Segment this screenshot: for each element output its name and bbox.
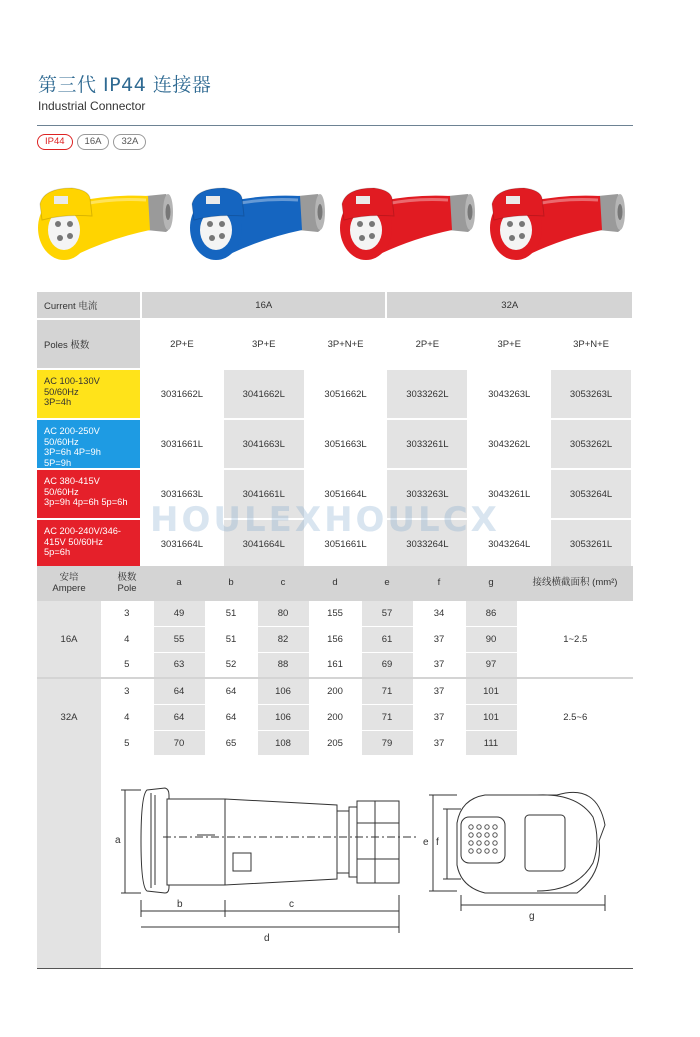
dim-value-a: 55 <box>153 626 205 652</box>
dim-header-a: a <box>153 566 205 600</box>
dim-value-a: 70 <box>153 730 205 756</box>
dim-value-d: 155 <box>309 600 361 626</box>
dim-value-a: 64 <box>153 678 205 704</box>
product-code: 3033262L <box>386 369 468 419</box>
dim-value-g: 86 <box>465 600 517 626</box>
product-code: 3053263L <box>550 369 632 419</box>
product-code: 3051663L <box>305 419 387 469</box>
dim-value-f: 34 <box>413 600 465 626</box>
voltage-spec <box>37 519 141 569</box>
pole-value: 3 <box>101 678 153 704</box>
product-connector-1 <box>38 188 173 260</box>
product-code: 3053264L <box>550 469 632 519</box>
product-code: 3053261L <box>550 519 632 569</box>
dimension-row <box>37 600 633 626</box>
voltage-spec-line: AC 380-415V <box>44 476 100 486</box>
label-e: e <box>423 837 429 848</box>
product-code: 3051664L <box>305 469 387 519</box>
bottom-divider <box>37 968 633 969</box>
dim-value-c: 88 <box>257 652 309 678</box>
dim-value-d: 200 <box>309 678 361 704</box>
dim-value-b: 64 <box>205 678 257 704</box>
product-code: 3031664L <box>141 519 223 569</box>
dim-value-g: 111 <box>465 730 517 756</box>
product-code: 3043261L <box>468 469 550 519</box>
label-f: f <box>436 837 439 848</box>
voltage-spec-line: 415V 50/60Hz <box>44 536 103 547</box>
ampere-value: 16A <box>37 600 101 678</box>
product-code: 3041664L <box>223 519 305 569</box>
page-subtitle: Industrial Connector <box>38 99 146 113</box>
pole-header-5: 3P+E <box>468 319 550 369</box>
dim-value-g: 101 <box>465 678 517 704</box>
tag-16a[interactable]: 16A <box>77 134 110 150</box>
product-code: 3051662L <box>305 369 387 419</box>
pole-header: 极数 Pole <box>101 566 153 600</box>
group-16a: 16A <box>141 292 386 319</box>
ordering-row <box>37 419 632 469</box>
ampere-value: 32A <box>37 678 101 756</box>
product-code: 3041662L <box>223 369 305 419</box>
dim-value-c: 106 <box>257 678 309 704</box>
product-code: 3053262L <box>550 419 632 469</box>
product-connector-2 <box>190 188 325 260</box>
dim-value-e: 79 <box>361 730 413 756</box>
section-value: 2.5~6 <box>517 678 633 756</box>
dim-value-e: 71 <box>361 678 413 704</box>
voltage-spec-line: 50/60Hz <box>44 486 79 497</box>
dim-value-f: 37 <box>413 678 465 704</box>
product-code: 3043264L <box>468 519 550 569</box>
current-label: Current 电流 <box>37 292 141 319</box>
label-d: d <box>264 933 270 944</box>
label-b: b <box>177 899 183 910</box>
dimension-drawing <box>37 755 633 969</box>
voltage-spec <box>37 419 141 469</box>
dim-value-d: 200 <box>309 704 361 730</box>
voltage-spec-line: AC 100-130V <box>44 376 100 386</box>
voltage-spec-line: 3P=6h 4P=9h <box>44 447 101 457</box>
product-code: 3043262L <box>468 419 550 469</box>
pole-header-6: 3P+N+E <box>550 319 632 369</box>
product-code: 3051661L <box>305 519 387 569</box>
voltage-spec-line: 3p=9h 4p=6h 5p=6h <box>44 497 128 507</box>
pole-value: 4 <box>101 704 153 730</box>
voltage-spec-line: AC 200-240V/346- <box>44 526 122 536</box>
voltage-spec <box>37 369 141 419</box>
dim-value-f: 37 <box>413 626 465 652</box>
group-32a: 32A <box>386 292 632 319</box>
voltage-spec-line: 5p=6h <box>44 547 71 557</box>
dim-value-e: 57 <box>361 600 413 626</box>
page-title: 第三代 IP44 连接器 <box>38 74 212 96</box>
dimension-row <box>37 678 633 704</box>
dim-value-f: 37 <box>413 730 465 756</box>
dim-value-g: 97 <box>465 652 517 678</box>
dim-header-f: f <box>413 566 465 600</box>
product-code: 3033263L <box>386 469 468 519</box>
voltage-spec-line: 3P=4h <box>44 397 72 407</box>
product-code: 3031661L <box>141 419 223 469</box>
dim-header-c: c <box>257 566 309 600</box>
pole-value: 5 <box>101 730 153 756</box>
pole-header-4: 2P+E <box>386 319 468 369</box>
dim-value-e: 69 <box>361 652 413 678</box>
dim-value-d: 156 <box>309 626 361 652</box>
dim-header-b: b <box>205 566 257 600</box>
label-g: g <box>529 911 535 922</box>
product-code: 3031662L <box>141 369 223 419</box>
tag-32a[interactable]: 32A <box>113 134 146 150</box>
product-code: 3031663L <box>141 469 223 519</box>
dim-value-b: 65 <box>205 730 257 756</box>
label-c: c <box>289 899 294 910</box>
section-value: 1~2.5 <box>517 600 633 678</box>
product-connector-4 <box>490 188 625 260</box>
dim-value-c: 108 <box>257 730 309 756</box>
section-header: 接线横截面积 (mm²) <box>517 566 633 600</box>
dim-value-a: 64 <box>153 704 205 730</box>
dim-header-g: g <box>465 566 517 600</box>
voltage-spec-line: 50/60Hz <box>44 386 79 397</box>
dim-value-b: 64 <box>205 704 257 730</box>
dim-value-b: 51 <box>205 600 257 626</box>
dim-value-g: 90 <box>465 626 517 652</box>
dim-header-d: d <box>309 566 361 600</box>
dim-value-d: 161 <box>309 652 361 678</box>
pole-header-2: 3P+E <box>223 319 305 369</box>
product-connector-3 <box>340 188 475 260</box>
dim-value-c: 80 <box>257 600 309 626</box>
pole-value: 3 <box>101 600 153 626</box>
dim-value-a: 63 <box>153 652 205 678</box>
product-code: 3033261L <box>386 419 468 469</box>
pole-header-3: 3P+N+E <box>305 319 387 369</box>
voltage-spec <box>37 469 141 519</box>
dim-value-f: 37 <box>413 652 465 678</box>
dim-value-c: 82 <box>257 626 309 652</box>
watermark: HOULEXHOULCX <box>150 500 500 540</box>
voltage-spec-line: 50/60Hz <box>44 436 79 447</box>
voltage-spec-line: AC 200-250V <box>44 426 100 436</box>
poles-label: Poles 极数 <box>37 319 141 369</box>
product-code: 3041661L <box>223 469 305 519</box>
dim-value-c: 106 <box>257 704 309 730</box>
dim-value-g: 101 <box>465 704 517 730</box>
title-divider <box>37 125 633 126</box>
pole-header-1: 2P+E <box>141 319 223 369</box>
product-code: 3043263L <box>468 369 550 419</box>
label-a: a <box>115 835 121 846</box>
ampere-header: 安培 Ampere <box>37 566 101 600</box>
product-code: 3033264L <box>386 519 468 569</box>
pole-value: 4 <box>101 626 153 652</box>
dim-value-e: 61 <box>361 626 413 652</box>
product-photos <box>34 178 634 268</box>
pole-value: 5 <box>101 652 153 678</box>
drawing-svg <box>37 755 633 969</box>
dim-value-d: 205 <box>309 730 361 756</box>
dim-value-b: 51 <box>205 626 257 652</box>
dim-value-e: 71 <box>361 704 413 730</box>
dim-value-f: 37 <box>413 704 465 730</box>
dim-header-e: e <box>361 566 413 600</box>
dim-value-a: 49 <box>153 600 205 626</box>
tag-list <box>37 134 146 150</box>
dim-value-b: 52 <box>205 652 257 678</box>
voltage-spec-line: 5P=9h <box>44 457 72 468</box>
tag-ip44[interactable]: IP44 <box>37 134 73 150</box>
ordering-row <box>37 369 632 419</box>
product-code: 3041663L <box>223 419 305 469</box>
dimension-table <box>37 566 633 757</box>
